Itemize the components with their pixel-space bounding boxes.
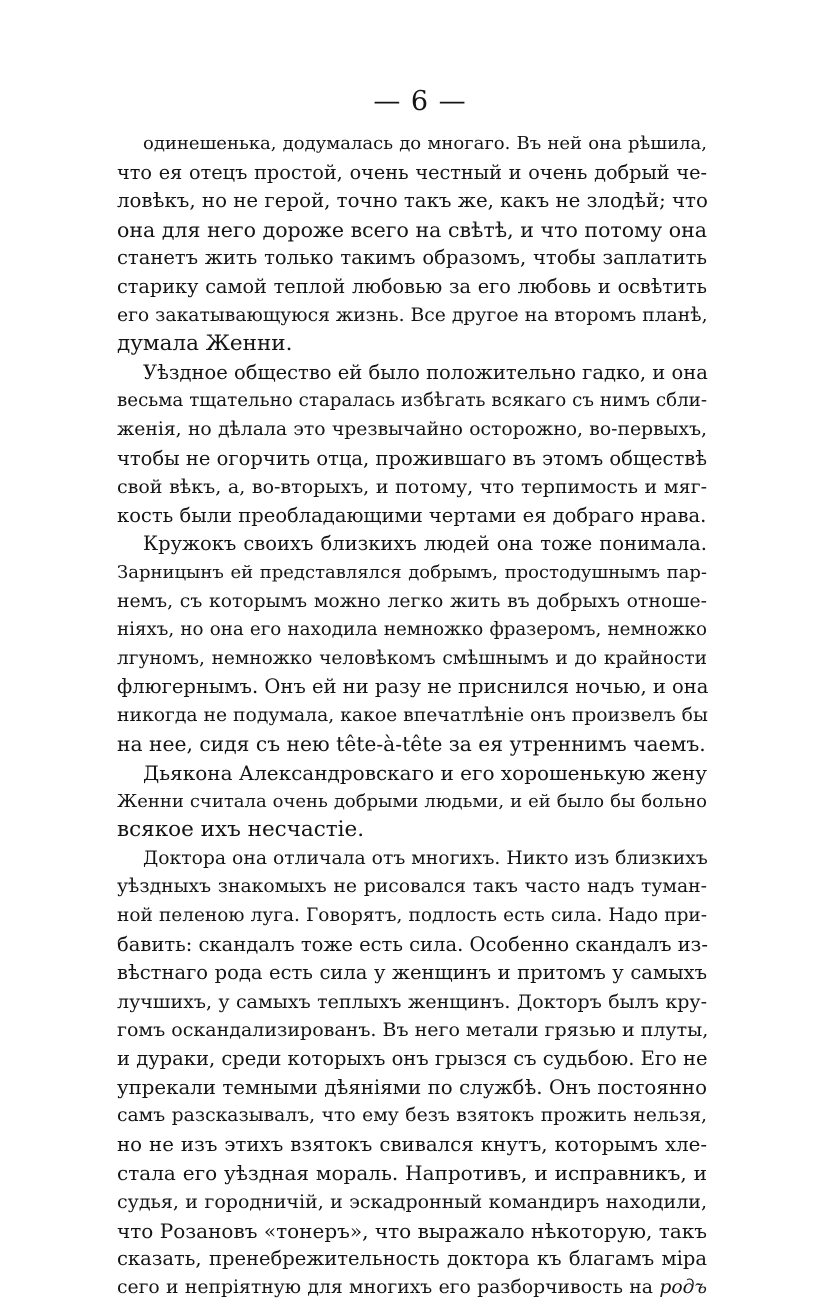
paragraph — [117, 130, 707, 359]
text-line: лучшихъ, у самыхъ теплыхъ женщинъ. Докторъ былъ кру- — [117, 990, 707, 1013]
text-line: гомъ оскандализированъ. Въ него метали грязью и плуты, — [117, 1019, 709, 1042]
text-line: на нее, сидя съ нею tête-à-tête за ея утреннимъ чаемъ. — [117, 732, 706, 757]
text-line: его закатывающуюся жизнь. Все другое на второмъ планѣ, — [117, 304, 708, 326]
text-line: кость были преобладающими чертами ея добраго нрава. — [117, 503, 707, 527]
text-line: Женни считала очень добрыми людьми, и ей было бы больно — [117, 790, 707, 812]
paragraph — [117, 359, 707, 531]
text-line: Кружокъ своихъ близкихъ людей она тоже понимала. — [143, 532, 707, 556]
text-line: чтобы не огорчить отца, прожившаго въ этомъ обществѣ — [117, 446, 707, 470]
text-line: станетъ жить только такимъ образомъ, чтобы заплатить — [117, 246, 707, 270]
catchword: родъ — [659, 1276, 707, 1298]
page-body — [117, 130, 707, 1302]
paragraph — [117, 759, 707, 845]
text-line: Уѣздное общество ей было положительно гадко, и она — [143, 360, 708, 384]
text-line: немъ, съ которымъ можно легко жить въ добрыхъ отноше- — [117, 590, 707, 612]
text-line: Дьякона Александровскаго и его хорошенькую жену — [143, 761, 708, 786]
text-line: старику самой теплой любовью за его любовь и освѣтить — [117, 274, 707, 298]
text-line: но не изъ этихъ взятокъ свивался кнутъ, которымъ хле- — [117, 1132, 707, 1156]
text-line: упрекали темными дѣяніями по службѣ. Онъ постоянно — [117, 1075, 707, 1099]
page-number: — 6 — — [373, 86, 467, 117]
text-line: думала Женни. — [117, 331, 293, 357]
text-line — [117, 1274, 707, 1302]
text-line: женія, но дѣлала это чрезвычайно осторожно, во-первыхъ, — [117, 418, 707, 440]
paragraph — [117, 845, 707, 1302]
text-line: и дураки, среди которыхъ онъ грызся съ судьбою. Его не — [117, 1047, 708, 1070]
text-line-main: сего и непріятную для многихъ его разборчивость на — [117, 1276, 653, 1298]
text-line: стала его уѣздная мораль. Напротивъ, и исправникъ, и — [117, 1161, 707, 1186]
text-line: свой вѣкъ, а, во-вторыхъ, и потому, что терпимость и мяг- — [117, 476, 707, 499]
text-line: вѣстнаго рода есть сила у женщинъ и притомъ у самыхъ — [117, 961, 707, 985]
text-line: одинешенька, додумалась до многаго. Въ ней она рѣшила, — [143, 133, 707, 154]
text-line: ніяхъ, но она его находила немножко фразеромъ, немножко — [117, 619, 707, 641]
text-line: Доктора она отличала отъ многихъ. Никто изъ близкихъ — [143, 847, 708, 869]
text-line: ловѣкъ, но не герой, точно такъ же, какъ не злодѣй; что — [117, 189, 708, 213]
text-line: ной пеленою луга. Говорятъ, подлость есть сила. Надо при- — [117, 905, 707, 927]
text-line: флюгернымъ. Онъ ей ни разу не приснился ночью, и она — [117, 675, 709, 699]
text-line: весьма тщательно старалась избѣгать всякаго съ нимъ сбли- — [117, 390, 707, 412]
text-line: всякое ихъ несчастіе. — [117, 817, 365, 843]
text-line: лгуномъ, немножко человѣкомъ смѣшнымъ и до крайности — [117, 647, 707, 669]
paragraph — [117, 530, 707, 759]
text-line: бавить: скандалъ тоже есть сила. Особенно скандалъ из- — [117, 932, 708, 956]
text-line: самъ разсказывалъ, что ему безъ взятокъ прожить нельзя, — [117, 1105, 707, 1127]
text-line: никогда не подумала, какое впечатлѣніе онъ произвелъ бы — [117, 704, 708, 726]
text-line: сказать, пренебрежительность доктора къ благамъ міра — [117, 1247, 707, 1271]
text-line: судья, и городничій, и эскадронный командиръ находили, — [117, 1190, 707, 1213]
text-line: Зарницынъ ей представлялся добрымъ, простодушнымъ пар- — [117, 561, 707, 583]
text-line: уѣздныхъ знакомыхъ не рисовался такъ часто надъ туман- — [117, 876, 707, 898]
text-line: она для него дороже всего на свѣтѣ, и что потому она — [117, 217, 707, 242]
text-line: что Розановъ «тонеръ», что выражало нѣкоторую, такъ — [117, 1218, 707, 1243]
text-line: что ея отецъ простой, очень честный и очень добрый че- — [117, 160, 707, 184]
